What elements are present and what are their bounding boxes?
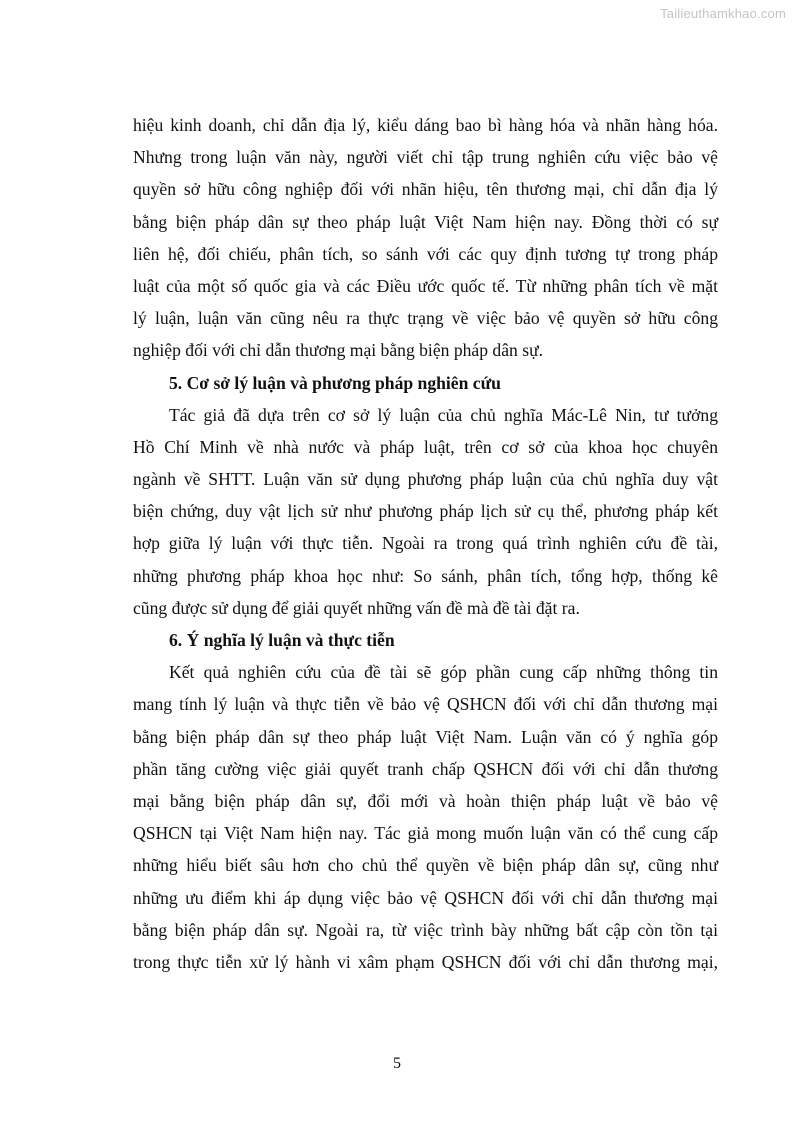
text-line: hiệu kinh doanh, chỉ dẫn địa lý, kiểu dáng bao bì hàng hóa và nhãn hàng hóa.: [133, 115, 718, 135]
text-line: bằng biện pháp dân sự. Ngoài ra, từ việc trình bày những bất cập còn tồn tại: [133, 919, 718, 940]
text-line: biện chứng, duy vật lịch sử như phương pháp lịch sử cụ thể, phương pháp kết: [133, 501, 718, 522]
text-line: quyền sở hữu công nghiệp đối với nhãn hiệu, tên thương mại, chỉ dẫn địa lý: [133, 179, 718, 200]
text-line: bằng biện pháp dân sự theo pháp luật Việt Nam hiện nay. Đồng thời có sự: [133, 211, 718, 232]
text-line: QSHCN tại Việt Nam hiện nay. Tác giả mong muốn luận văn có thể cung cấp: [133, 823, 718, 844]
text-line: trong thực tiễn xử lý hành vi xâm phạm QSHCN đối với chỉ dẫn thương mại,: [133, 951, 718, 972]
text-line: Nhưng trong luận văn này, người viết chỉ tập trung nghiên cứu việc bảo vệ: [133, 147, 718, 168]
section-6-heading: 6. Ý nghĩa lý luận và thực tiễn: [169, 630, 395, 650]
text-line: những phương pháp khoa học như: So sánh, phân tích, tổng hợp, thống kê: [133, 565, 718, 586]
text-line: cũng được sử dụng để giải quyết những vấn đề mà đề tài đặt ra.: [133, 597, 580, 618]
text-line: những hiểu biết sâu hơn cho chủ thể quyền về biện pháp dân sự, cũng như: [133, 855, 718, 876]
text-line: những ưu điểm khi áp dụng việc bảo vệ QSHCN đối với chỉ dẫn thương mại: [133, 887, 718, 908]
text-line: nghiệp đối với chỉ dẫn thương mại bằng biện pháp dân sự.: [133, 340, 544, 361]
text-line: mang tính lý luận và thực tiễn về bảo vệ QSHCN đối với chỉ dẫn thương mại: [133, 694, 718, 715]
page-content: [133, 109, 718, 978]
text-line: Hồ Chí Minh về nhà nước và pháp luật, trên cơ sở của khoa học chuyên: [133, 436, 718, 457]
text-line: liên hệ, đối chiếu, phân tích, so sánh với các quy định tương tự trong pháp: [133, 243, 718, 264]
intro-paragraph: [133, 109, 718, 367]
section-5-paragraph: [133, 399, 718, 624]
text-line: luật của một số quốc gia và các Điều ước quốc tế. Từ những phân tích về mặt: [133, 275, 718, 296]
text-line: phần tăng cường việc giải quyết tranh chấp QSHCN đối với chỉ dẫn thương: [133, 758, 718, 779]
text-line: lý luận, luận văn cũng nêu ra thực trạng về việc bảo vệ quyền sở hữu công: [133, 308, 718, 329]
text-line: Tác giả đã dựa trên cơ sở lý luận của chủ nghĩa Mác-Lê Nin, tư tưởng: [169, 404, 718, 425]
text-line: bằng biện pháp dân sự theo pháp luật Việt Nam. Luận văn có ý nghĩa góp: [133, 726, 718, 747]
page-number: 5: [393, 1055, 401, 1072]
text-line: Kết quả nghiên cứu của đề tài sẽ góp phần cung cấp những thông tin: [169, 662, 718, 683]
site-watermark: Tailieuthamkhao.com: [660, 6, 786, 21]
text-line: hợp giữa lý luận với thực tiễn. Ngoài ra trong quá trình nghiên cứu đề tài,: [133, 533, 718, 554]
text-line: mại bằng biện pháp dân sự, đổi mới và hoàn thiện pháp luật về bảo vệ: [133, 790, 718, 811]
section-6-paragraph: [133, 656, 718, 978]
text-line: ngành về SHTT. Luận văn sử dụng phương pháp luận của chủ nghĩa duy vật: [133, 469, 718, 490]
section-5-heading: 5. Cơ sở lý luận và phương pháp nghiên cứu: [169, 372, 501, 393]
